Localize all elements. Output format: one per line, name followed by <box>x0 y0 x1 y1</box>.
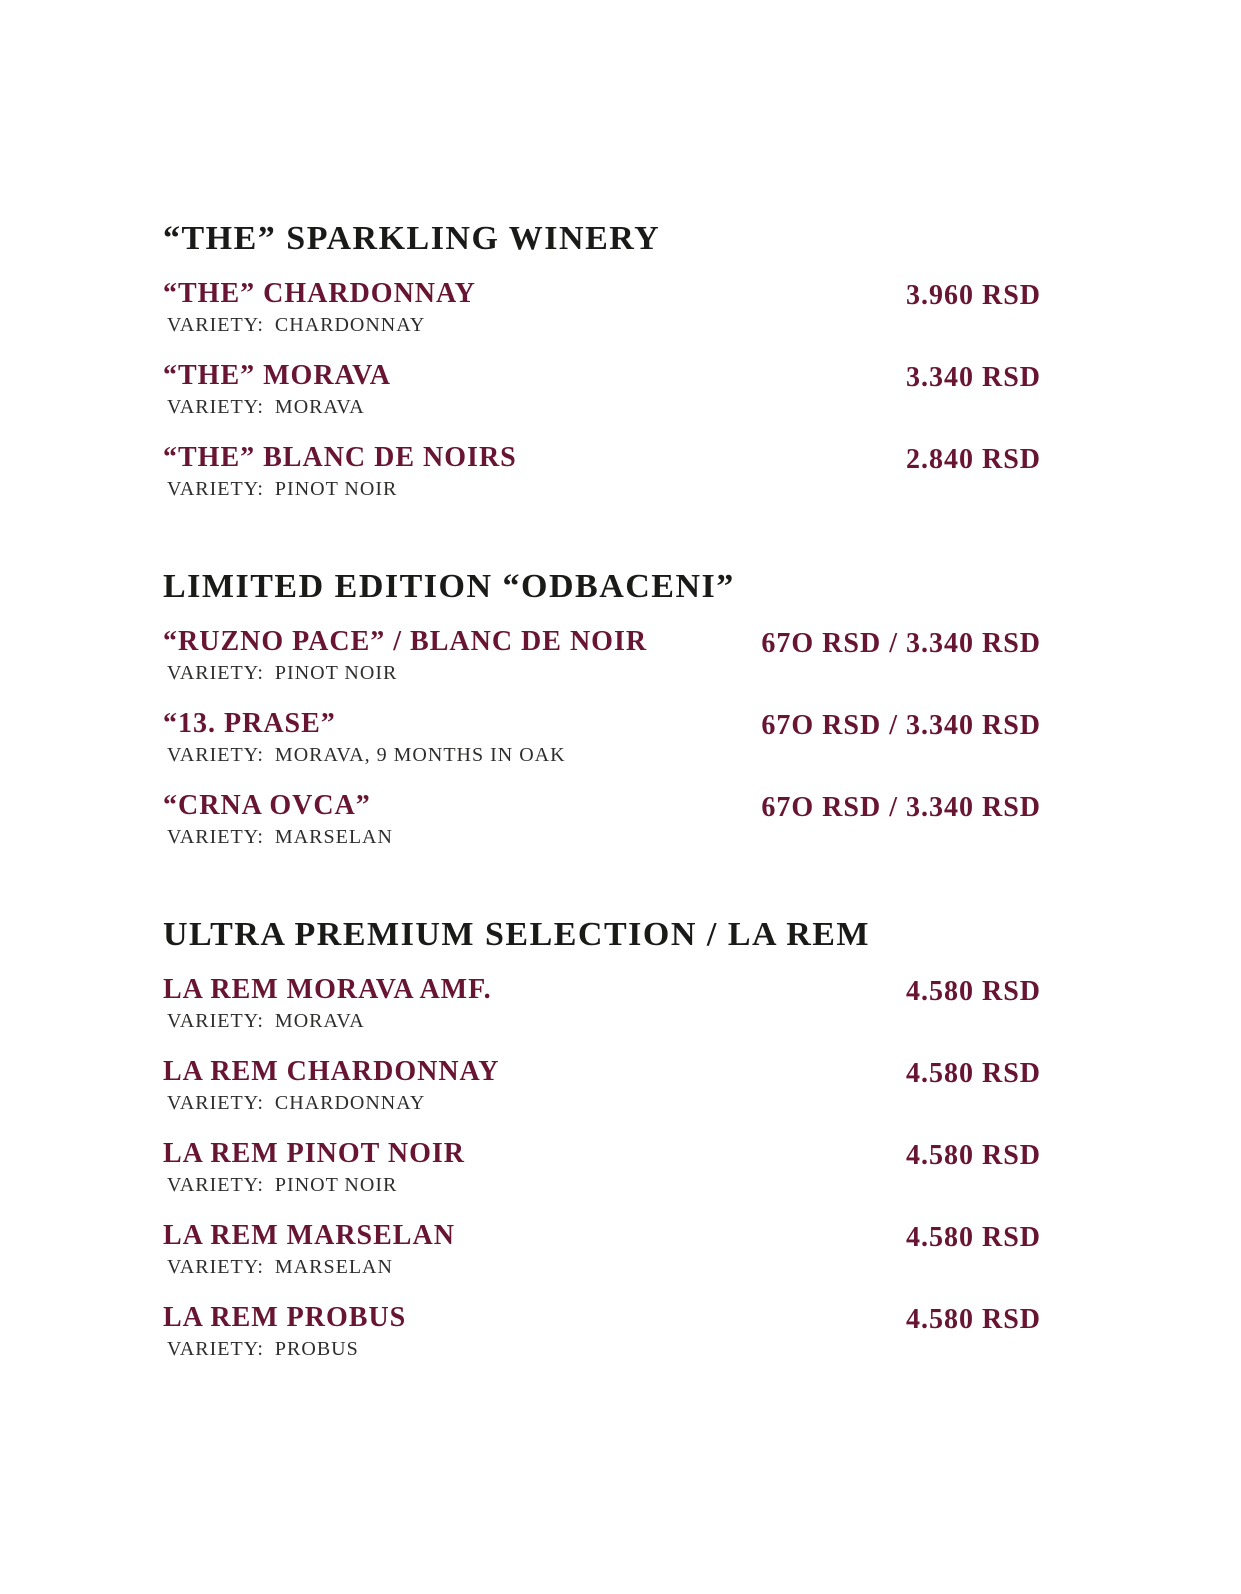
wine-variety <box>163 744 566 766</box>
wine-price: 3.960 RSD <box>905 280 1041 311</box>
menu-item <box>163 1220 1041 1278</box>
wine-variety <box>163 1010 492 1032</box>
wine-variety <box>163 662 647 684</box>
wine-name: “RUZNO PACE” / BLANC DE NOIR <box>163 626 648 657</box>
variety-label: VARIETY: <box>167 1174 264 1196</box>
wine-name: “13. PRASE” <box>163 708 336 739</box>
wine-name: LA REM MORAVA AMF. <box>163 974 492 1005</box>
section-sparkling-winery <box>163 222 1041 500</box>
menu-item <box>163 442 1041 500</box>
wine-variety <box>163 1174 465 1196</box>
menu-item <box>163 1302 1041 1360</box>
section-title: ULTRA PREMIUM SELECTION / LA REM <box>163 916 871 953</box>
wine-info <box>163 360 391 418</box>
wine-name: LA REM CHARDONNAY <box>163 1056 500 1087</box>
menu-item <box>163 360 1041 418</box>
menu-item <box>163 974 1041 1032</box>
wine-info <box>163 626 647 684</box>
wine-name: LA REM MARSELAN <box>163 1220 455 1251</box>
wine-price: 4.580 RSD <box>905 976 1041 1007</box>
variety-value: PROBUS <box>274 1338 359 1360</box>
wine-name: LA REM PINOT NOIR <box>163 1138 465 1169</box>
variety-label: VARIETY: <box>167 314 264 336</box>
wine-info <box>163 1056 499 1114</box>
variety-value: MARSELAN <box>274 1256 393 1278</box>
menu-item <box>163 708 1041 766</box>
wine-variety <box>163 396 391 418</box>
variety-label: VARIETY: <box>167 826 264 848</box>
menu-item <box>163 626 1041 684</box>
wine-variety <box>163 1256 455 1278</box>
wine-info <box>163 1220 455 1278</box>
variety-value: MORAVA <box>274 1010 365 1032</box>
wine-variety <box>163 1092 499 1114</box>
section-limited-edition <box>163 570 1041 848</box>
variety-value: CHARDONNAY <box>274 1092 426 1114</box>
variety-value: MORAVA <box>274 396 365 418</box>
wine-price: 4.580 RSD <box>905 1058 1041 1089</box>
variety-value: PINOT NOIR <box>274 1174 398 1196</box>
wine-info <box>163 1138 465 1196</box>
wine-variety <box>163 314 476 336</box>
wine-price: 4.580 RSD <box>905 1304 1041 1335</box>
variety-label: VARIETY: <box>167 478 264 500</box>
menu-item <box>163 1056 1041 1114</box>
wine-info <box>163 278 476 336</box>
section-title: LIMITED EDITION “ODBACENI” <box>163 568 735 605</box>
variety-label: VARIETY: <box>167 396 264 418</box>
wine-price: 67O RSD / 3.340 RSD <box>761 792 1041 823</box>
wine-price: 67O RSD / 3.340 RSD <box>761 710 1041 741</box>
variety-label: VARIETY: <box>167 1010 264 1032</box>
wine-variety <box>163 1338 406 1360</box>
variety-value: MORAVA, 9 MONTHS IN OAK <box>274 744 566 766</box>
variety-value: MARSELAN <box>274 826 393 848</box>
menu-item <box>163 278 1041 336</box>
wine-info <box>163 442 517 500</box>
variety-value: PINOT NOIR <box>274 662 398 684</box>
variety-value: PINOT NOIR <box>274 478 398 500</box>
wine-info <box>163 974 492 1032</box>
wine-name: “CRNA OVCA” <box>163 790 371 821</box>
variety-value: CHARDONNAY <box>274 314 426 336</box>
variety-label: VARIETY: <box>167 1338 264 1360</box>
wine-name: “THE” BLANC DE NOIRS <box>163 442 517 473</box>
wine-variety <box>163 478 517 500</box>
wine-name: LA REM PROBUS <box>163 1302 407 1333</box>
wine-price: 67O RSD / 3.340 RSD <box>761 628 1041 659</box>
wine-name: “THE” CHARDONNAY <box>163 278 476 309</box>
wine-info <box>163 790 393 848</box>
variety-label: VARIETY: <box>167 744 264 766</box>
wine-price: 4.580 RSD <box>905 1222 1041 1253</box>
section-ultra-premium <box>163 918 1041 1360</box>
menu-item <box>163 1138 1041 1196</box>
wine-info <box>163 1302 406 1360</box>
section-title: “THE” SPARKLING WINERY <box>163 220 661 257</box>
wine-price: 2.840 RSD <box>905 444 1041 475</box>
wine-price: 3.340 RSD <box>905 362 1041 393</box>
variety-label: VARIETY: <box>167 662 264 684</box>
variety-label: VARIETY: <box>167 1092 264 1114</box>
wine-info <box>163 708 566 766</box>
variety-label: VARIETY: <box>167 1256 264 1278</box>
wine-variety <box>163 826 393 848</box>
wine-name: “THE” MORAVA <box>163 360 392 391</box>
menu-item <box>163 790 1041 848</box>
wine-price: 4.580 RSD <box>905 1140 1041 1171</box>
